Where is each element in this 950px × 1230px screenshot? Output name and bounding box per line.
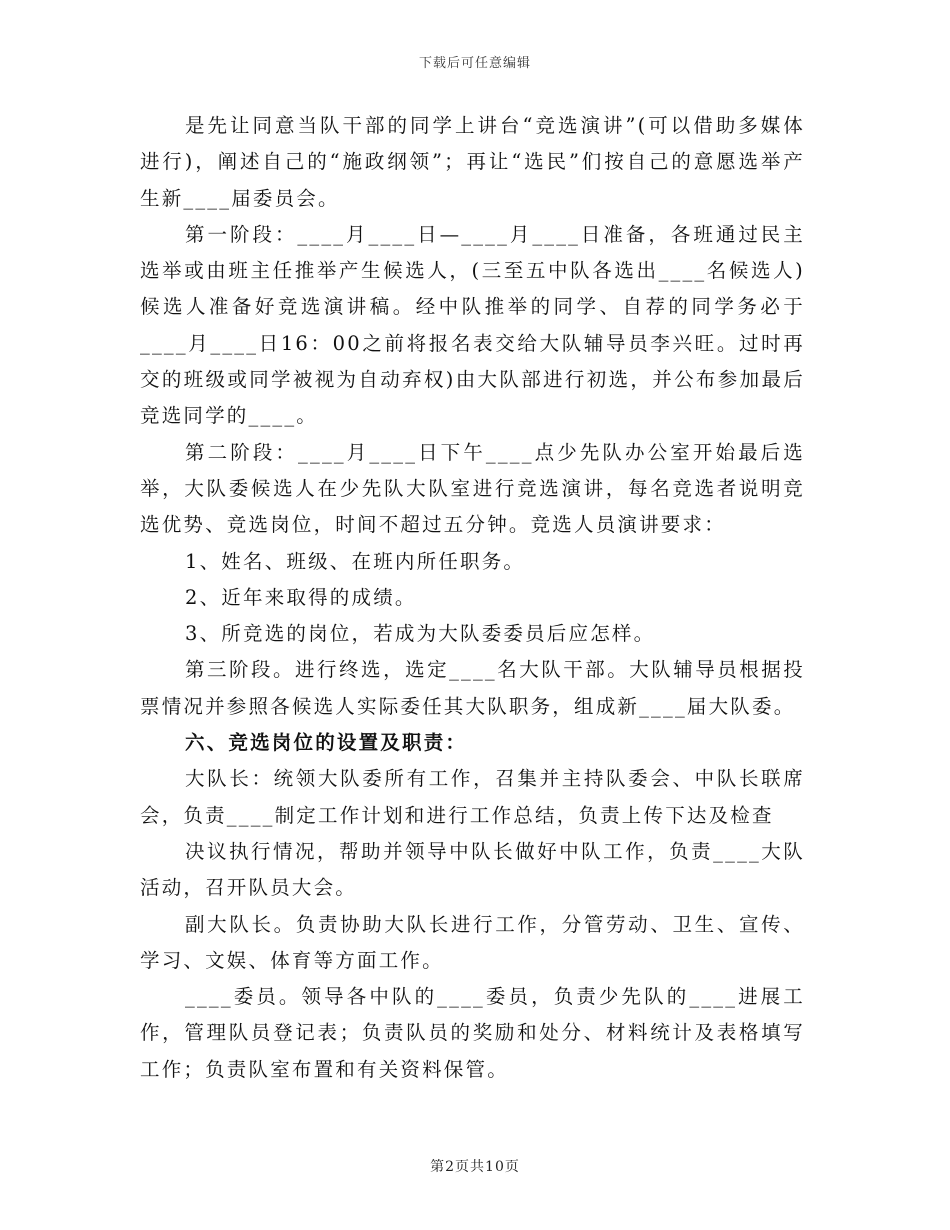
paragraph-stage-two: 第二阶段：____月____日下午____点少先队办公室开始最后选举，大队委候选人在少先队大队室进行竞选演讲，每名竞选者说明竞选优势、竞选岗位，时间不超过五分钟。竞选人员演讲要求： <box>140 440 805 537</box>
paragraph-captain-duties-continued: 决议执行情况，帮助并领导中队长做好中队工作，负责____大队活动，召开队员大会。 <box>140 839 805 900</box>
list-item-requirement-2: 2、近年来取得的成绩。 <box>185 585 417 609</box>
paragraph-captain-duties: 大队长：统领大队委所有工作，召集并主持队委会、中队长联席会，负责____制定工作计划和进行工作总结，负责上传下达及检查 <box>140 767 805 827</box>
list-item-requirement-1: 1、姓名、班级、在班内所任职务。 <box>185 549 526 573</box>
list-item-requirement-3: 3、所竞选的岗位，若成为大队委委员后应怎样。 <box>185 622 656 646</box>
paragraph-stage-one: 第一阶段：____月____日—____月____日准备，各班通过民主选举或由班主任推举产生候选人，(三至五中队各选出____名候选人)候选人准备好竞选演讲稿。经中队推举的同学、自荐的同学务必于____月____日16：00之前将报名表交给大队辅导员李兴旺。过时再交的班级或同学被视为自动弃权)由大队部进行初选，并公布参加最后竞选同学的____。 <box>140 222 805 428</box>
section-heading-positions: 六、竞选岗位的设置及职责： <box>185 731 468 755</box>
document-body <box>140 108 805 1088</box>
page-number: 第2页共10页 <box>430 1159 520 1175</box>
paragraph-stage-three: 第三阶段。进行终选，选定____名大队干部。大队辅导员根据投票情况并参照各候选人实际委任其大队职务，组成新____届大队委。 <box>140 658 805 718</box>
paragraph-committee-member-duties: ____委员。领导各中队的____委员，负责少先队的____进展工作，管理队员登记表；负责队员的奖励和处分、材料统计及表格填写工作；负责队室布置和有关资料保管。 <box>140 985 805 1081</box>
paragraph-vice-captain-duties: 副大队长。负责协助大队长进行工作，分管劳动、卫生、宣传、学习、文娱、体育等方面工作。 <box>140 912 805 972</box>
header-note: 下载后可任意编辑 <box>418 56 531 71</box>
paragraph-election-intro: 是先让同意当队干部的同学上讲台“竞选演讲”(可以借助多媒体进行)，阐述自己的“施政纲领”；再让“选民”们按自己的意愿选举产生新____届委员会。 <box>140 114 805 210</box>
